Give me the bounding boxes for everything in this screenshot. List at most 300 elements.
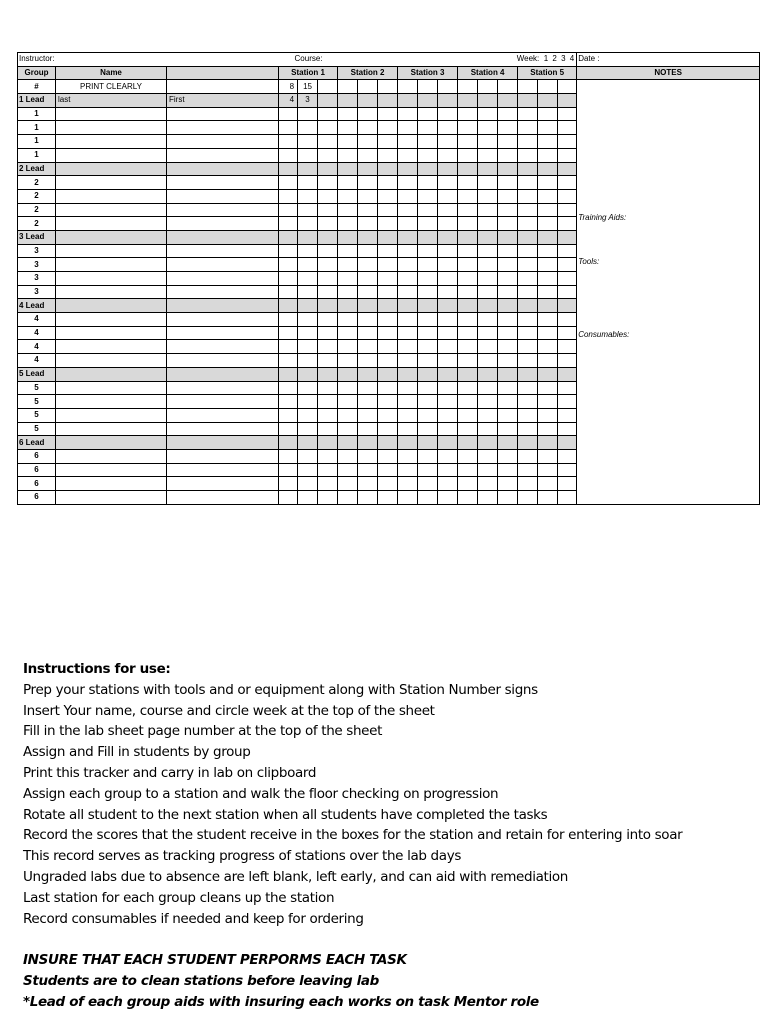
score-cell[interactable] xyxy=(398,463,418,477)
score-cell[interactable] xyxy=(438,422,458,436)
date-field[interactable] xyxy=(577,53,760,67)
score-cell[interactable] xyxy=(298,148,318,162)
last-name-cell[interactable] xyxy=(56,477,167,491)
score-cell[interactable] xyxy=(358,176,378,190)
score-cell[interactable] xyxy=(358,449,378,463)
score-cell[interactable] xyxy=(538,449,558,463)
score-cell[interactable] xyxy=(279,422,298,436)
score-cell[interactable] xyxy=(418,381,438,395)
score-cell[interactable] xyxy=(318,367,338,381)
score-cell[interactable] xyxy=(378,463,398,477)
score-cell[interactable] xyxy=(538,135,558,149)
score-cell[interactable] xyxy=(418,395,438,409)
score-cell[interactable] xyxy=(478,313,498,327)
last-name-cell[interactable] xyxy=(56,491,167,505)
score-cell[interactable] xyxy=(298,299,318,313)
score-cell[interactable] xyxy=(358,340,378,354)
last-name-cell[interactable] xyxy=(56,367,167,381)
score-cell[interactable] xyxy=(418,148,438,162)
score-cell[interactable] xyxy=(338,94,358,108)
score-cell[interactable] xyxy=(338,367,358,381)
score-cell[interactable] xyxy=(318,299,338,313)
score-cell[interactable] xyxy=(338,408,358,422)
score-cell[interactable] xyxy=(558,94,577,108)
score-cell[interactable] xyxy=(518,367,538,381)
score-cell[interactable] xyxy=(398,189,418,203)
score-cell[interactable] xyxy=(438,285,458,299)
last-name-cell[interactable] xyxy=(56,340,167,354)
score-cell[interactable] xyxy=(558,326,577,340)
score-cell[interactable] xyxy=(518,217,538,231)
score-cell[interactable] xyxy=(438,121,458,135)
score-cell[interactable] xyxy=(478,203,498,217)
score-cell[interactable] xyxy=(438,135,458,149)
score-cell[interactable] xyxy=(378,244,398,258)
score-cell[interactable] xyxy=(298,244,318,258)
score-cell[interactable] xyxy=(279,217,298,231)
score-cell[interactable] xyxy=(458,408,478,422)
score-cell[interactable] xyxy=(298,491,318,505)
score-cell[interactable] xyxy=(498,313,518,327)
score-cell[interactable] xyxy=(438,326,458,340)
score-cell[interactable] xyxy=(279,230,298,244)
score-cell[interactable] xyxy=(378,230,398,244)
score-cell[interactable] xyxy=(458,422,478,436)
score-cell[interactable] xyxy=(318,491,338,505)
score-cell[interactable] xyxy=(498,135,518,149)
last-name-cell[interactable] xyxy=(56,463,167,477)
score-cell[interactable] xyxy=(279,340,298,354)
score-cell[interactable] xyxy=(458,491,478,505)
score-cell[interactable] xyxy=(498,94,518,108)
score-cell[interactable] xyxy=(358,272,378,286)
score-cell[interactable] xyxy=(538,340,558,354)
score-cell[interactable] xyxy=(458,477,478,491)
score-cell[interactable] xyxy=(518,107,538,121)
score-cell[interactable] xyxy=(498,408,518,422)
score-cell[interactable] xyxy=(478,80,498,94)
score-cell[interactable] xyxy=(338,162,358,176)
score-cell[interactable] xyxy=(378,354,398,368)
score-cell[interactable] xyxy=(558,408,577,422)
score-cell[interactable] xyxy=(518,285,538,299)
score-cell[interactable] xyxy=(398,272,418,286)
score-cell[interactable] xyxy=(418,367,438,381)
score-cell[interactable] xyxy=(378,189,398,203)
score-cell[interactable] xyxy=(398,381,418,395)
score-cell[interactable] xyxy=(558,162,577,176)
score-cell[interactable] xyxy=(478,135,498,149)
score-cell[interactable] xyxy=(498,176,518,190)
score-cell[interactable] xyxy=(279,491,298,505)
score-cell[interactable] xyxy=(438,244,458,258)
first-name-cell[interactable] xyxy=(167,203,279,217)
score-cell[interactable] xyxy=(338,189,358,203)
score-cell[interactable] xyxy=(498,354,518,368)
score-cell[interactable] xyxy=(418,107,438,121)
score-cell[interactable] xyxy=(498,272,518,286)
score-cell[interactable] xyxy=(318,258,338,272)
score-cell[interactable] xyxy=(558,121,577,135)
score-cell[interactable] xyxy=(478,94,498,108)
score-cell[interactable] xyxy=(458,272,478,286)
score-cell[interactable] xyxy=(358,121,378,135)
score-cell[interactable] xyxy=(398,176,418,190)
score-cell[interactable] xyxy=(458,230,478,244)
first-name-cell[interactable]: First xyxy=(167,94,279,108)
score-cell[interactable] xyxy=(538,272,558,286)
score-cell[interactable]: 3 xyxy=(298,94,318,108)
score-cell[interactable] xyxy=(418,230,438,244)
score-cell[interactable] xyxy=(398,80,418,94)
score-cell[interactable] xyxy=(358,148,378,162)
score-cell[interactable] xyxy=(298,422,318,436)
score-cell[interactable] xyxy=(338,299,358,313)
score-cell[interactable] xyxy=(398,148,418,162)
score-cell[interactable] xyxy=(378,395,398,409)
last-name-cell[interactable] xyxy=(56,176,167,190)
score-cell[interactable] xyxy=(538,477,558,491)
score-cell[interactable] xyxy=(458,203,478,217)
last-name-cell[interactable] xyxy=(56,422,167,436)
score-cell[interactable] xyxy=(498,326,518,340)
first-name-cell[interactable] xyxy=(167,477,279,491)
score-cell[interactable] xyxy=(438,354,458,368)
score-cell[interactable] xyxy=(538,176,558,190)
score-cell[interactable] xyxy=(438,449,458,463)
score-cell[interactable] xyxy=(518,436,538,450)
score-cell[interactable] xyxy=(378,272,398,286)
score-cell[interactable] xyxy=(418,491,438,505)
score-cell[interactable] xyxy=(538,244,558,258)
score-cell[interactable] xyxy=(438,436,458,450)
score-cell[interactable] xyxy=(558,436,577,450)
score-cell[interactable] xyxy=(438,408,458,422)
score-cell[interactable] xyxy=(458,463,478,477)
score-cell[interactable] xyxy=(338,217,358,231)
score-cell[interactable] xyxy=(398,244,418,258)
score-cell[interactable] xyxy=(298,354,318,368)
score-cell[interactable] xyxy=(358,313,378,327)
score-cell[interactable] xyxy=(518,313,538,327)
last-name-cell[interactable] xyxy=(56,449,167,463)
course-field[interactable] xyxy=(279,53,418,67)
score-cell[interactable] xyxy=(518,189,538,203)
first-name-cell[interactable] xyxy=(167,244,279,258)
score-cell[interactable] xyxy=(458,94,478,108)
score-cell[interactable] xyxy=(338,121,358,135)
score-cell[interactable] xyxy=(498,244,518,258)
score-cell[interactable] xyxy=(438,367,458,381)
score-cell[interactable] xyxy=(298,176,318,190)
score-cell[interactable] xyxy=(538,230,558,244)
score-cell[interactable] xyxy=(398,162,418,176)
score-cell[interactable] xyxy=(478,477,498,491)
score-cell[interactable] xyxy=(378,121,398,135)
score-cell[interactable] xyxy=(558,176,577,190)
score-cell[interactable] xyxy=(298,107,318,121)
week-options[interactable]: 1 2 3 4 xyxy=(543,54,576,64)
score-cell[interactable] xyxy=(418,80,438,94)
score-cell[interactable] xyxy=(458,217,478,231)
score-cell[interactable] xyxy=(518,340,538,354)
score-cell[interactable] xyxy=(498,148,518,162)
score-cell[interactable] xyxy=(279,107,298,121)
score-cell[interactable] xyxy=(558,367,577,381)
score-cell[interactable] xyxy=(338,340,358,354)
score-cell[interactable] xyxy=(298,272,318,286)
score-cell[interactable] xyxy=(478,381,498,395)
score-cell[interactable] xyxy=(378,326,398,340)
score-cell[interactable] xyxy=(398,107,418,121)
score-cell[interactable] xyxy=(478,230,498,244)
first-name-cell[interactable] xyxy=(167,189,279,203)
score-cell[interactable] xyxy=(378,135,398,149)
score-cell[interactable] xyxy=(338,422,358,436)
score-cell[interactable] xyxy=(279,285,298,299)
score-cell[interactable] xyxy=(478,258,498,272)
score-cell[interactable] xyxy=(338,135,358,149)
score-cell[interactable] xyxy=(438,491,458,505)
score-cell[interactable] xyxy=(338,491,358,505)
score-cell[interactable] xyxy=(478,121,498,135)
score-cell[interactable] xyxy=(438,230,458,244)
score-cell[interactable] xyxy=(338,107,358,121)
score-cell[interactable] xyxy=(478,326,498,340)
score-cell[interactable] xyxy=(498,381,518,395)
page-number-a[interactable]: 8 xyxy=(279,80,298,94)
score-cell[interactable] xyxy=(318,162,338,176)
score-cell[interactable] xyxy=(538,217,558,231)
score-cell[interactable] xyxy=(558,258,577,272)
score-cell[interactable] xyxy=(318,135,338,149)
score-cell[interactable] xyxy=(298,135,318,149)
score-cell[interactable] xyxy=(438,148,458,162)
score-cell[interactable] xyxy=(279,354,298,368)
score-cell[interactable] xyxy=(279,148,298,162)
first-name-cell[interactable] xyxy=(167,436,279,450)
first-name-cell[interactable] xyxy=(167,272,279,286)
last-name-cell[interactable] xyxy=(56,244,167,258)
score-cell[interactable] xyxy=(338,436,358,450)
score-cell[interactable] xyxy=(418,449,438,463)
last-name-cell[interactable] xyxy=(56,272,167,286)
score-cell[interactable] xyxy=(418,272,438,286)
score-cell[interactable] xyxy=(338,285,358,299)
score-cell[interactable] xyxy=(438,189,458,203)
score-cell[interactable] xyxy=(558,285,577,299)
score-cell[interactable] xyxy=(298,449,318,463)
score-cell[interactable] xyxy=(298,395,318,409)
score-cell[interactable] xyxy=(518,354,538,368)
score-cell[interactable] xyxy=(338,148,358,162)
score-cell[interactable] xyxy=(279,463,298,477)
score-cell[interactable] xyxy=(298,189,318,203)
score-cell[interactable] xyxy=(338,244,358,258)
first-name-cell[interactable] xyxy=(167,340,279,354)
last-name-cell[interactable] xyxy=(56,313,167,327)
score-cell[interactable] xyxy=(518,230,538,244)
score-cell[interactable] xyxy=(498,203,518,217)
score-cell[interactable] xyxy=(298,230,318,244)
score-cell[interactable] xyxy=(338,395,358,409)
score-cell[interactable] xyxy=(558,422,577,436)
score-cell[interactable] xyxy=(498,340,518,354)
score-cell[interactable] xyxy=(358,395,378,409)
score-cell[interactable] xyxy=(538,395,558,409)
score-cell[interactable] xyxy=(318,477,338,491)
score-cell[interactable] xyxy=(358,381,378,395)
score-cell[interactable] xyxy=(398,94,418,108)
score-cell[interactable] xyxy=(279,299,298,313)
first-name-cell[interactable] xyxy=(167,381,279,395)
score-cell[interactable] xyxy=(478,449,498,463)
score-cell[interactable] xyxy=(318,436,338,450)
score-cell[interactable] xyxy=(298,326,318,340)
score-cell[interactable] xyxy=(498,422,518,436)
score-cell[interactable] xyxy=(458,189,478,203)
score-cell[interactable] xyxy=(438,217,458,231)
notes-area[interactable] xyxy=(577,80,760,504)
score-cell[interactable] xyxy=(279,189,298,203)
score-cell[interactable] xyxy=(538,313,558,327)
score-cell[interactable] xyxy=(358,491,378,505)
score-cell[interactable] xyxy=(298,381,318,395)
score-cell[interactable] xyxy=(318,313,338,327)
score-cell[interactable] xyxy=(558,107,577,121)
score-cell[interactable] xyxy=(558,313,577,327)
score-cell[interactable] xyxy=(418,463,438,477)
score-cell[interactable] xyxy=(398,230,418,244)
score-cell[interactable] xyxy=(518,395,538,409)
score-cell[interactable] xyxy=(498,285,518,299)
score-cell[interactable] xyxy=(298,285,318,299)
score-cell[interactable] xyxy=(498,121,518,135)
last-name-cell[interactable] xyxy=(56,203,167,217)
first-name-cell[interactable] xyxy=(167,463,279,477)
score-cell[interactable] xyxy=(458,340,478,354)
score-cell[interactable] xyxy=(318,217,338,231)
score-cell[interactable] xyxy=(538,121,558,135)
instructor-field[interactable] xyxy=(18,53,279,67)
first-name-cell[interactable] xyxy=(167,367,279,381)
score-cell[interactable] xyxy=(478,463,498,477)
score-cell[interactable] xyxy=(458,326,478,340)
first-name-cell[interactable] xyxy=(167,354,279,368)
score-cell[interactable] xyxy=(478,436,498,450)
score-cell[interactable] xyxy=(338,326,358,340)
score-cell[interactable] xyxy=(438,299,458,313)
score-cell[interactable] xyxy=(378,436,398,450)
score-cell[interactable] xyxy=(518,408,538,422)
last-name-cell[interactable] xyxy=(56,354,167,368)
score-cell[interactable] xyxy=(378,148,398,162)
score-cell[interactable] xyxy=(318,395,338,409)
score-cell[interactable] xyxy=(378,217,398,231)
score-cell[interactable] xyxy=(338,176,358,190)
week-field[interactable] xyxy=(418,53,577,67)
score-cell[interactable] xyxy=(558,477,577,491)
score-cell[interactable] xyxy=(418,203,438,217)
score-cell[interactable] xyxy=(498,230,518,244)
score-cell[interactable] xyxy=(418,94,438,108)
first-name-cell[interactable] xyxy=(167,217,279,231)
score-cell[interactable] xyxy=(418,313,438,327)
score-cell[interactable] xyxy=(478,176,498,190)
score-cell[interactable] xyxy=(338,354,358,368)
score-cell[interactable] xyxy=(378,367,398,381)
score-cell[interactable] xyxy=(318,107,338,121)
score-cell[interactable] xyxy=(279,176,298,190)
score-cell[interactable] xyxy=(398,203,418,217)
score-cell[interactable] xyxy=(518,326,538,340)
first-name-cell[interactable] xyxy=(167,135,279,149)
score-cell[interactable] xyxy=(478,162,498,176)
score-cell[interactable] xyxy=(279,244,298,258)
score-cell[interactable] xyxy=(478,408,498,422)
score-cell[interactable] xyxy=(378,94,398,108)
score-cell[interactable] xyxy=(378,285,398,299)
score-cell[interactable] xyxy=(498,449,518,463)
score-cell[interactable] xyxy=(458,244,478,258)
score-cell[interactable] xyxy=(538,80,558,94)
score-cell[interactable] xyxy=(518,381,538,395)
score-cell[interactable] xyxy=(398,436,418,450)
last-name-cell[interactable] xyxy=(56,189,167,203)
score-cell[interactable] xyxy=(438,80,458,94)
score-cell[interactable] xyxy=(558,272,577,286)
score-cell[interactable] xyxy=(458,258,478,272)
first-name-cell[interactable] xyxy=(167,422,279,436)
score-cell[interactable] xyxy=(538,422,558,436)
score-cell[interactable] xyxy=(478,422,498,436)
score-cell[interactable] xyxy=(538,367,558,381)
score-cell[interactable] xyxy=(279,203,298,217)
score-cell[interactable] xyxy=(358,477,378,491)
score-cell[interactable] xyxy=(279,313,298,327)
score-cell[interactable] xyxy=(358,189,378,203)
score-cell[interactable] xyxy=(518,80,538,94)
score-cell[interactable] xyxy=(538,285,558,299)
score-cell[interactable] xyxy=(558,463,577,477)
score-cell[interactable] xyxy=(438,272,458,286)
score-cell[interactable] xyxy=(558,230,577,244)
score-cell[interactable] xyxy=(458,395,478,409)
score-cell[interactable] xyxy=(358,422,378,436)
score-cell[interactable] xyxy=(418,176,438,190)
score-cell[interactable] xyxy=(338,258,358,272)
score-cell[interactable] xyxy=(398,449,418,463)
score-cell[interactable] xyxy=(279,395,298,409)
score-cell[interactable] xyxy=(518,94,538,108)
score-cell[interactable] xyxy=(358,217,378,231)
score-cell[interactable] xyxy=(438,258,458,272)
score-cell[interactable] xyxy=(378,80,398,94)
score-cell[interactable] xyxy=(398,299,418,313)
score-cell[interactable] xyxy=(418,422,438,436)
score-cell[interactable] xyxy=(498,217,518,231)
score-cell[interactable]: 4 xyxy=(279,94,298,108)
score-cell[interactable] xyxy=(358,203,378,217)
score-cell[interactable] xyxy=(338,477,358,491)
last-name-cell[interactable] xyxy=(56,299,167,313)
score-cell[interactable] xyxy=(438,463,458,477)
score-cell[interactable] xyxy=(498,463,518,477)
score-cell[interactable] xyxy=(298,203,318,217)
score-cell[interactable] xyxy=(338,381,358,395)
score-cell[interactable] xyxy=(338,230,358,244)
score-cell[interactable] xyxy=(458,107,478,121)
